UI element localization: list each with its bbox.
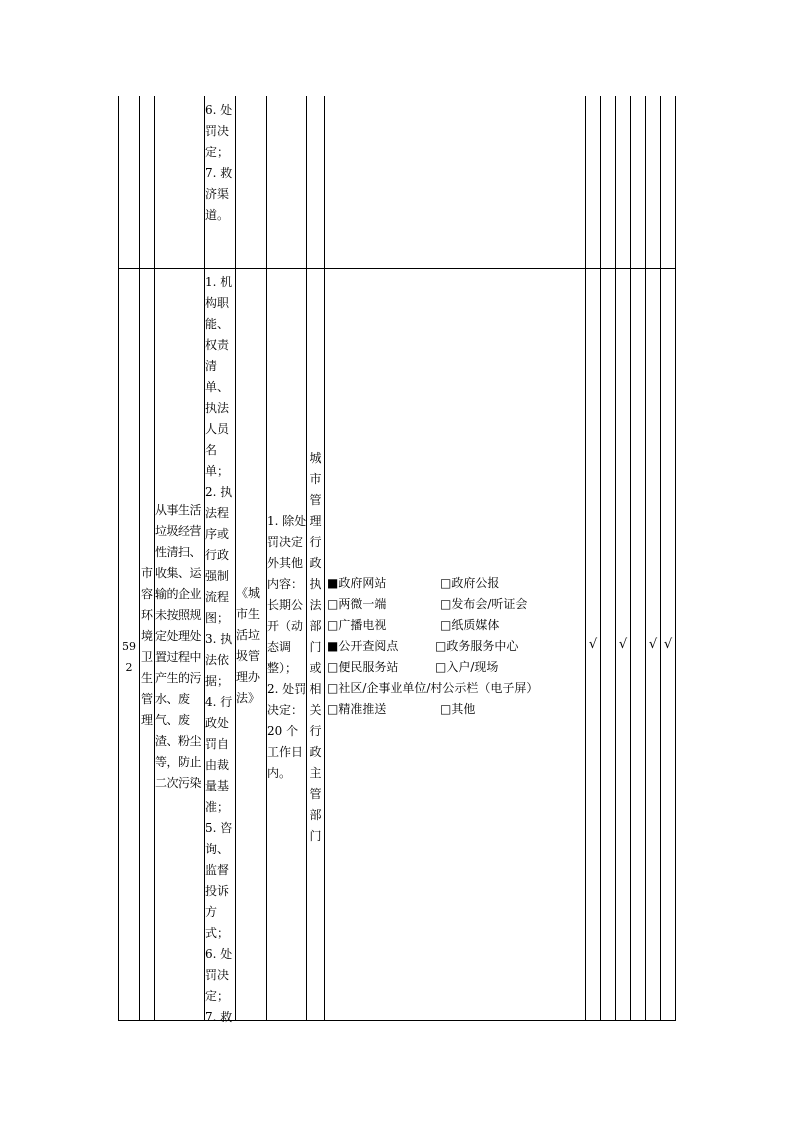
channel-option: □精准推送 <box>327 702 387 716</box>
col-line <box>615 96 616 1020</box>
channel-option: □政府公报 <box>440 576 500 590</box>
channel-option: □广播电视 <box>327 618 387 632</box>
timing-cell: 1. 除处罚决定外其他内容：长期公开（动态调整）；2. 处罚决定：20 个工作日内。 <box>267 514 307 780</box>
check-mark: √ <box>618 637 628 652</box>
content-cell-continued <box>205 100 235 226</box>
col-line <box>630 96 631 1020</box>
check-mark: √ <box>663 637 673 652</box>
col-line <box>235 96 236 1020</box>
channel-option: □发布会/听证会 <box>440 597 528 611</box>
channel-option: □入户/现场 <box>435 660 499 674</box>
channel-option: □两微一端 <box>327 597 387 611</box>
row-index: 592 <box>122 640 136 674</box>
check-mark: √ <box>588 637 598 652</box>
channel-option: □政务服务中心 <box>435 639 519 653</box>
table-bottom-border <box>118 1020 676 1021</box>
channel-option: ■政府网站 <box>327 576 387 590</box>
channel-option: □便民服务站 <box>327 660 399 674</box>
col-line <box>139 96 140 1020</box>
row-divider <box>118 268 676 269</box>
item-cell: 从事生活垃圾经营性清扫、收集、运输的企业未按照规定处理处置过程中产生的污水、废气、废渣、粉尘等，防止二次污染 <box>155 503 202 790</box>
col-line <box>324 96 325 1020</box>
subject-cell: 城市管理行政执法部门或相关行政主管部门 <box>309 451 322 843</box>
channels-cell <box>327 573 585 723</box>
col-line <box>600 96 601 1020</box>
channel-option: □社区/企事业单位/村公示栏（电子屏） <box>327 681 539 695</box>
content-item: 6. 处罚决定； <box>205 103 233 159</box>
col-line <box>660 96 661 1020</box>
content-item: 7. 救济渠道。 <box>205 166 233 222</box>
category-cell: 市容环境卫生管理 <box>140 566 153 727</box>
basis-cell: 《城市生活垃圾管理办法》 <box>236 586 261 705</box>
col-line <box>118 96 119 1020</box>
channel-option: □其他 <box>440 702 476 716</box>
channel-option: □纸质媒体 <box>440 618 500 632</box>
channel-option: ■公开查阅点 <box>327 639 399 653</box>
col-line <box>675 96 676 1020</box>
col-line <box>585 96 586 1020</box>
col-line <box>645 96 646 1020</box>
check-mark: √ <box>648 637 658 652</box>
content-cell: 1. 机构职能、权责清单、执法人员名单；2. 执法程序或行政强制流程图；3. 执法依据；4. 行政处罚自由裁量基准；5. 咨询、监督投诉方式；6. 处罚决定；7. 救 <box>205 275 233 1024</box>
